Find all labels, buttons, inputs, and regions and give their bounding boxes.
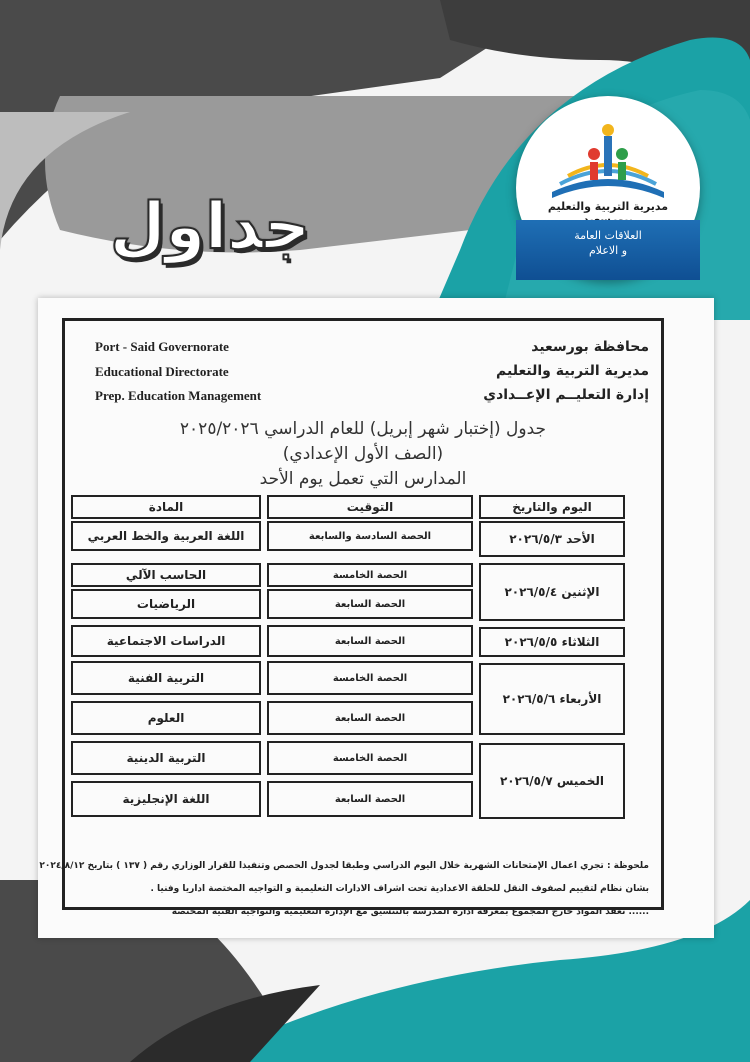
time-cell: الحصة الخامسة: [267, 563, 473, 587]
scanned-document: [38, 298, 714, 938]
time-cell: الحصة الخامسة: [267, 661, 473, 695]
subject-cell: التربية الفنية: [71, 661, 261, 695]
day-cell: الأحد ٢٠٢٦/٥/٣: [479, 521, 625, 557]
day-cell: الثلاثاء ٢٠٢٦/٥/٥: [479, 627, 625, 657]
time-cell: الحصة الخامسة: [267, 741, 473, 775]
column-header-day: اليوم والتاريخ: [479, 495, 625, 519]
day-cell: الخميس ٢٠٢٦/٥/٧: [479, 743, 625, 819]
directorate-logo: [516, 96, 700, 280]
english-header-directorate: Educational Directorate: [95, 363, 229, 379]
arabic-header-governorate: محافظة بورسعيد: [531, 339, 649, 355]
note-line: ملحوظة : تجري اعمال الإمتحانات الشهرية خلال اليوم الدراسي وطبقا لجدول الحصص وتنفيذا للقرار الوزاري رقم ( ١٣٧ ) بتاريخ ٢٠٢٤/٨/١٢: [39, 861, 649, 871]
subject-cell: الحاسب الآلي: [71, 563, 261, 587]
document-titles: [65, 417, 661, 492]
logo-department-band: [516, 220, 700, 280]
logo-department-line1: العلاقات العامة: [574, 229, 642, 242]
time-cell: الحصة السابعة: [267, 625, 473, 657]
page-title: جداول: [109, 190, 311, 264]
day-cell: الأربعاء ٢٠٢٦/٥/٦: [479, 663, 625, 735]
time-cell: الحصة السابعة: [267, 781, 473, 817]
exam-title: جدول (إختبار شهر إبريل) للعام الدراسي ٢٠٢٥/٢٠٢٦: [179, 419, 547, 439]
time-cell: الحصة السابعة: [267, 589, 473, 619]
column-header-subject: المادة: [71, 495, 261, 519]
arabic-header: [483, 335, 649, 407]
subject-cell: اللغة الإنجليزية: [71, 781, 261, 817]
logo-directorate-name: مديرية التربية والتعليم: [547, 200, 669, 213]
arabic-header-management: إدارة التعليــم الإعــدادي: [483, 387, 649, 403]
logo-department-line2: و الاعلام: [588, 244, 628, 257]
document-frame: [39, 318, 664, 917]
grade-title: (الصف الأول الإعدادي): [282, 444, 444, 464]
note-line: بشان نظام لتقييم لصفوف النقل للحلقة الاعدادية تحت اشراف الادارات التعليمية و التواجيه المختصة اداريا وفنيا .: [150, 884, 649, 894]
subject-cell: التربية الدينية: [71, 741, 261, 775]
day-cell: الإثنين ٢٠٢٦/٥/٤: [479, 563, 625, 621]
english-header-management: Prep. Education Management: [95, 388, 262, 403]
note-line: ...... تعقد المواد خارج المجموع بمعرفة ادارة المدرسة بالتنسيق مع الإدارة التعليمية والتواجيه الفنية المختصة: [171, 907, 649, 917]
subject-cell: الدراسات الاجتماعية: [71, 625, 261, 657]
time-cell: الحصة السابعة: [267, 701, 473, 735]
subject-cell: اللغة العربية والخط العربي: [71, 521, 261, 551]
notes-section: [39, 855, 649, 924]
subject-cell: الرياضيات: [71, 589, 261, 619]
time-cell: الحصة السادسة والسابعة: [267, 521, 473, 551]
arabic-header-directorate: مديرية التربية والتعليم: [496, 363, 649, 379]
english-header: [95, 335, 261, 409]
schools-title: المدارس التي تعمل يوم الأحد: [259, 469, 467, 489]
exam-schedule-table: [71, 495, 661, 845]
subject-cell: العلوم: [71, 701, 261, 735]
column-header-time: التوقيت: [267, 495, 473, 519]
english-header-governorate: Port - Said Governorate: [95, 339, 229, 354]
